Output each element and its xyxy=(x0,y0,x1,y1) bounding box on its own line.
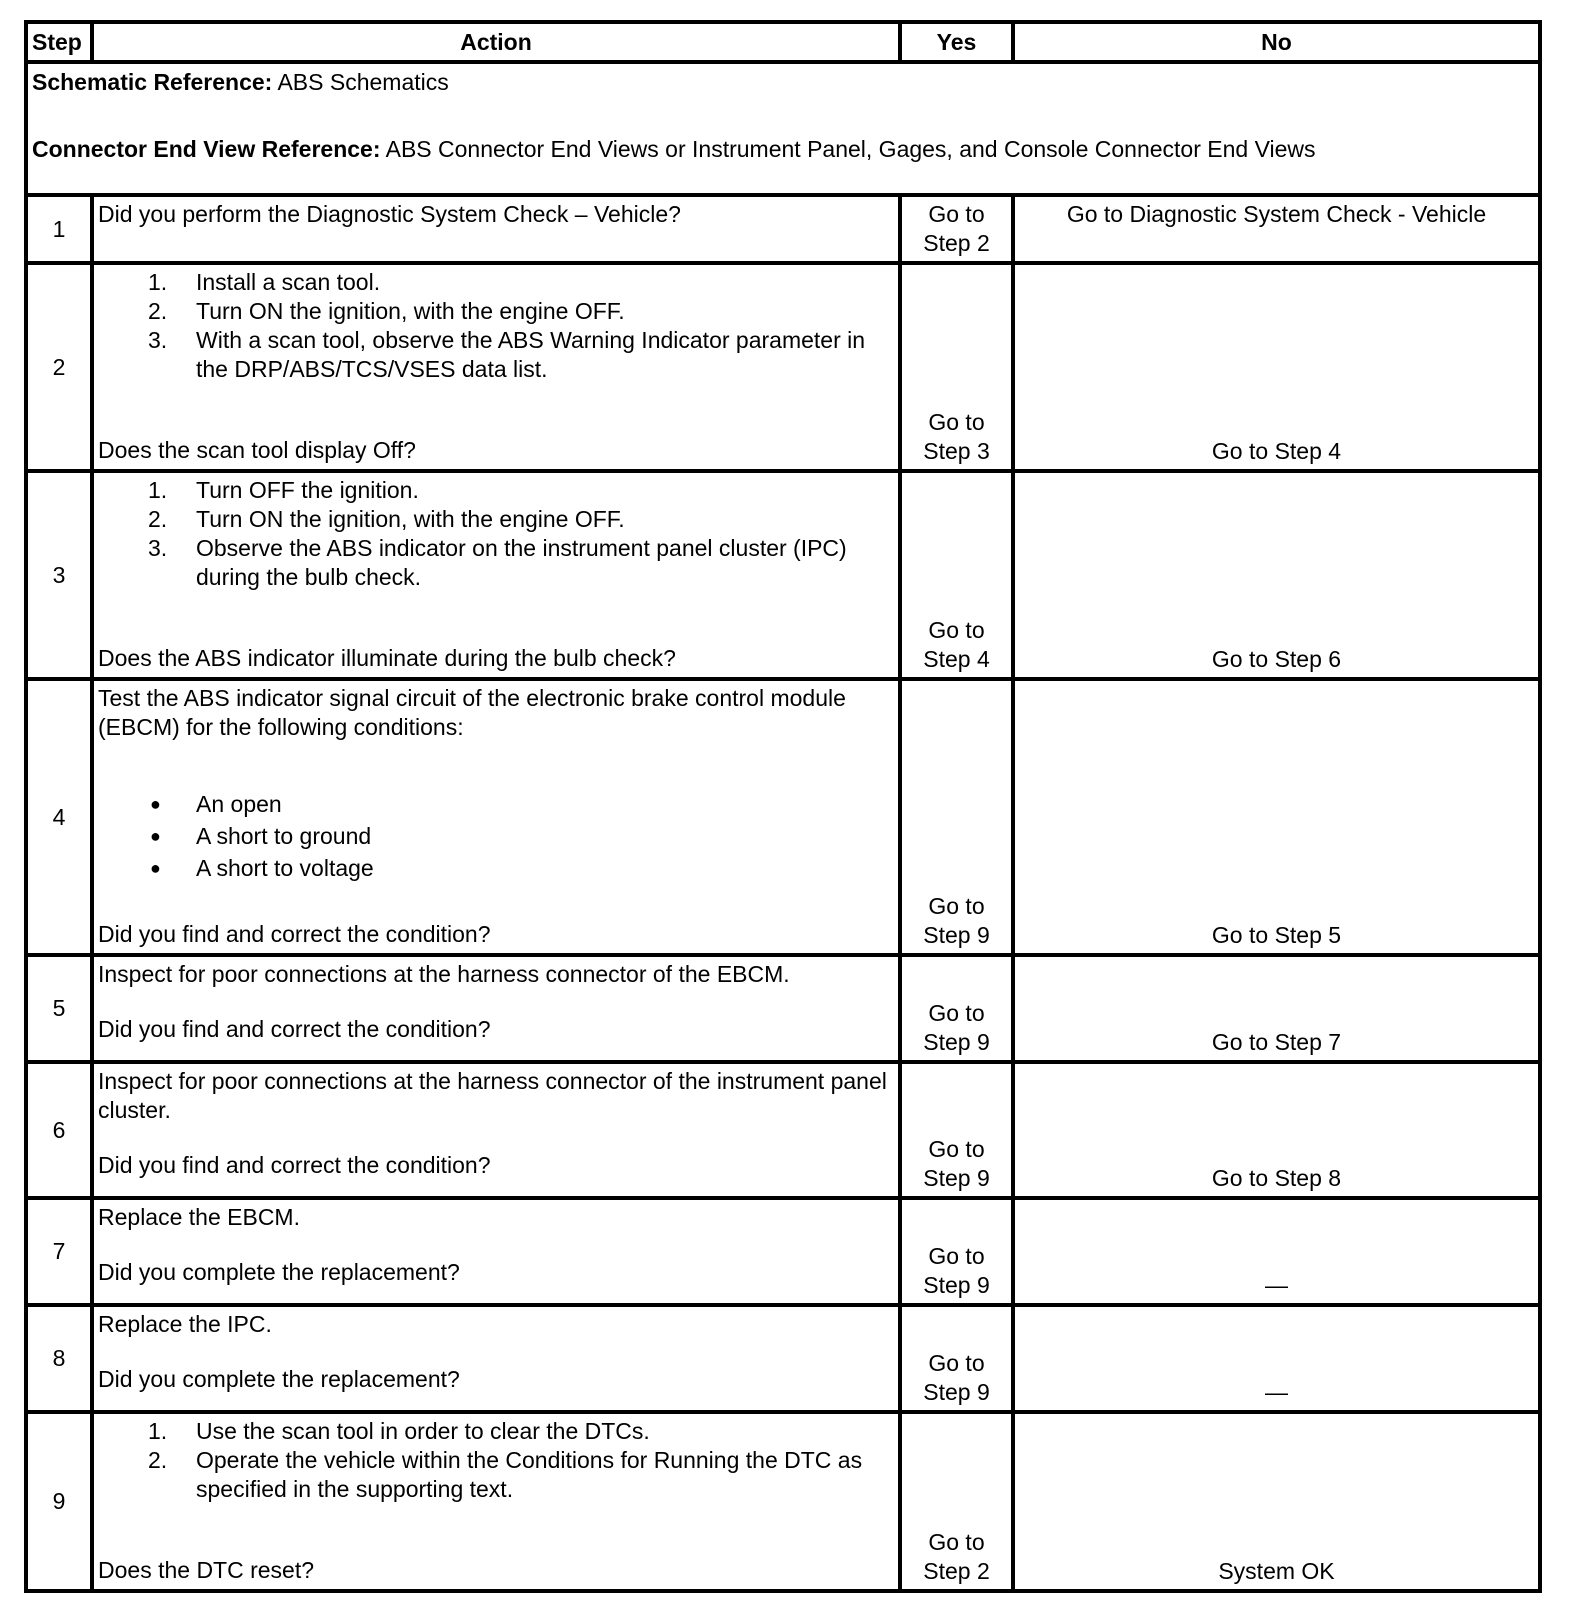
step-number: 6 xyxy=(26,1062,92,1198)
yes-cell: Go to Step 4 xyxy=(900,471,1013,679)
step-number: 8 xyxy=(26,1305,92,1412)
yes-cell: Go to Step 9 xyxy=(900,955,1013,1062)
no-cell: Go to Step 6 xyxy=(1013,471,1540,679)
action-question: Did you find and correct the condition? xyxy=(98,921,491,947)
connector-reference-value: ABS Connector End Views or Instrument Panel, Gages, and Console Connector End Views xyxy=(380,136,1316,162)
list-item: ● A short to voltage xyxy=(150,855,374,881)
numbered-list xyxy=(98,1417,894,1504)
step-number: 7 xyxy=(26,1198,92,1305)
step-row-6 xyxy=(26,1062,1540,1198)
action-cell xyxy=(92,1062,900,1198)
action-cell xyxy=(92,679,900,955)
bulleted-list xyxy=(98,788,894,884)
step-row-7 xyxy=(26,1198,1540,1305)
yes-cell: Go to Step 9 xyxy=(900,1198,1013,1305)
yes-cell: Go to Step 2 xyxy=(900,195,1013,263)
header-action: Action xyxy=(92,22,900,62)
list-item: 3. Observe the ABS indicator on the instrument panel cluster (IPC) during the bulb check. xyxy=(148,535,847,590)
step-row-8 xyxy=(26,1305,1540,1412)
yes-cell: Go to Step 9 xyxy=(900,1062,1013,1198)
schematic-reference-value: ABS Schematics xyxy=(272,69,449,95)
action-intro: Replace the EBCM. xyxy=(98,1204,300,1230)
action-question: Does the ABS indicator illuminate during the bulb check? xyxy=(98,645,676,671)
connector-reference xyxy=(32,135,1534,164)
list-item: 2. Operate the vehicle within the Conditions for Running the DTC as specified in the supporting text. xyxy=(148,1447,863,1502)
step-row-3 xyxy=(26,471,1540,679)
action-question: Does the DTC reset? xyxy=(98,1557,315,1583)
action-intro: Test the ABS indicator signal circuit of the electronic brake control module (EBCM) for the following conditions: xyxy=(98,685,846,740)
action-cell xyxy=(92,471,900,679)
list-item: 1. Use the scan tool in order to clear the DTCs. xyxy=(148,1418,650,1444)
action-cell xyxy=(92,263,900,471)
no-cell: Go to Step 7 xyxy=(1013,955,1540,1062)
action-intro: Replace the IPC. xyxy=(98,1311,272,1337)
header-yes: Yes xyxy=(900,22,1013,62)
no-cell: System OK xyxy=(1013,1412,1540,1591)
step-number: 9 xyxy=(26,1412,92,1591)
no-cell: — xyxy=(1013,1305,1540,1412)
no-cell: Go to Step 8 xyxy=(1013,1062,1540,1198)
no-cell: Go to Step 4 xyxy=(1013,263,1540,471)
list-item: 2. Turn ON the ignition, with the engine OFF. xyxy=(148,298,625,324)
action-cell xyxy=(92,1412,900,1591)
step-number: 3 xyxy=(26,471,92,679)
action-cell xyxy=(92,1305,900,1412)
header-row xyxy=(26,22,1540,62)
reference-cell xyxy=(26,62,1540,195)
step-number: 2 xyxy=(26,263,92,471)
diagnostic-table xyxy=(24,20,1542,1593)
action-cell xyxy=(92,1198,900,1305)
list-item: 1. Turn OFF the ignition. xyxy=(148,477,419,503)
no-cell: — xyxy=(1013,1198,1540,1305)
step-row-2 xyxy=(26,263,1540,471)
step-row-1 xyxy=(26,195,1540,263)
yes-cell: Go to Step 9 xyxy=(900,1305,1013,1412)
yes-cell: Go to Step 9 xyxy=(900,679,1013,955)
list-item: 2. Turn ON the ignition, with the engine OFF. xyxy=(148,506,625,532)
schematic-reference xyxy=(32,68,1534,97)
header-no: No xyxy=(1013,22,1540,62)
header-step: Step xyxy=(26,22,92,62)
yes-cell: Go to Step 3 xyxy=(900,263,1013,471)
no-cell: Go to Step 5 xyxy=(1013,679,1540,955)
step-row-5 xyxy=(26,955,1540,1062)
reference-row xyxy=(26,62,1540,195)
action-cell xyxy=(92,955,900,1062)
step-number: 5 xyxy=(26,955,92,1062)
action-cell xyxy=(92,195,900,263)
no-cell: Go to Diagnostic System Check - Vehicle xyxy=(1013,195,1540,263)
action-question: Did you complete the replacement? xyxy=(98,1366,460,1392)
list-item: 3. With a scan tool, observe the ABS Warning Indicator parameter in the DRP/ABS/TCS/VSES data list. xyxy=(148,327,866,382)
step-number: 1 xyxy=(26,195,92,263)
numbered-list xyxy=(98,268,894,384)
list-item: 1. Install a scan tool. xyxy=(148,269,381,295)
numbered-list xyxy=(98,476,894,592)
action-question: Did you complete the replacement? xyxy=(98,1259,460,1285)
action-intro: Inspect for poor connections at the harness connector of the EBCM. xyxy=(98,961,790,987)
yes-cell: Go to Step 2 xyxy=(900,1412,1013,1591)
step-row-9 xyxy=(26,1412,1540,1591)
action-question: Did you perform the Diagnostic System Check – Vehicle? xyxy=(98,201,681,227)
action-question: Did you find and correct the condition? xyxy=(98,1016,491,1042)
action-intro: Inspect for poor connections at the harness connector of the instrument panel cluster. xyxy=(98,1068,887,1123)
action-question: Did you find and correct the condition? xyxy=(98,1152,491,1178)
schematic-reference-label: Schematic Reference: xyxy=(32,69,273,95)
step-row-4 xyxy=(26,679,1540,955)
step-number: 4 xyxy=(26,679,92,955)
list-item: ● An open xyxy=(150,791,282,817)
action-question: Does the scan tool display Off? xyxy=(98,437,416,463)
list-item: ● A short to ground xyxy=(150,823,372,849)
connector-reference-label: Connector End View Reference: xyxy=(32,136,381,162)
